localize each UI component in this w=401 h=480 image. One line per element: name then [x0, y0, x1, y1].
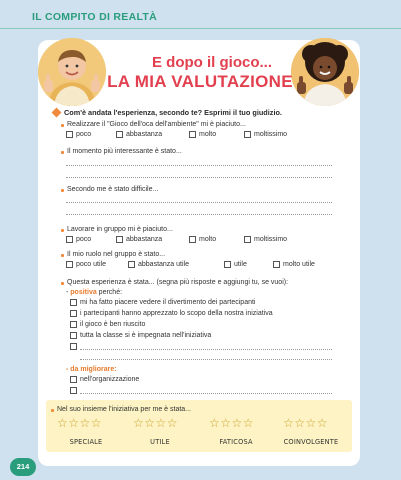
q6-positive-checkbox-3[interactable]: [70, 321, 77, 328]
q5-checkbox-molto-utile[interactable]: [273, 261, 280, 268]
q6-positive-heading: - positiva perché:: [66, 289, 123, 296]
q6-positive-checkbox-4[interactable]: [70, 332, 77, 339]
q6-positive-label-1: mi ha fatto piacere vedere il divertimento dei partecipanti: [80, 299, 256, 306]
stars-rating-faticosa[interactable]: ☆☆☆☆: [209, 416, 255, 430]
q3-answer-line[interactable]: [66, 202, 332, 203]
rating-label-utile: UTILE: [150, 438, 170, 446]
q5-label-poco-utile: poco utile: [76, 261, 106, 268]
bullet-icon: [61, 282, 64, 285]
stars-rating-speciale[interactable]: ☆☆☆☆: [57, 416, 103, 430]
title-line-1: E dopo il gioco...: [152, 54, 272, 71]
q5-label-utile: utile: [234, 261, 247, 268]
q5-checkbox-abbastanza-utile[interactable]: [128, 261, 135, 268]
boy-thumbs-up-avatar: [38, 38, 106, 106]
q4-label-moltissimo: moltissimo: [254, 236, 288, 243]
q4-checkbox-molto[interactable]: [189, 236, 196, 243]
q4-text: Lavorare in gruppo mi è piaciuto...: [67, 226, 173, 233]
stars-rating-utile[interactable]: ☆☆☆☆: [133, 416, 179, 430]
q5-checkbox-poco-utile[interactable]: [66, 261, 73, 268]
q1-label-poco: poco: [76, 131, 92, 138]
bullet-icon: [61, 189, 64, 192]
bullet-icon: [61, 229, 64, 232]
q2-text: Il momento più interessante è stato...: [67, 148, 182, 155]
q1-checkbox-abbastanza[interactable]: [116, 131, 123, 138]
q6-positive-checkbox-2[interactable]: [70, 310, 77, 317]
rating-label-faticosa: FATICOSA: [219, 438, 253, 446]
q6-positive-custom-line[interactable]: [80, 359, 332, 360]
q5-label-abbastanza-utile: abbastanza utile: [138, 261, 189, 268]
q6-positive-custom-line[interactable]: [80, 349, 332, 350]
q6-positive-label-2: i partecipanti hanno apprezzato lo scopo della nostra iniziativa: [80, 310, 273, 317]
q1-label-molto: molto: [199, 131, 217, 138]
q1-checkbox-molto[interactable]: [189, 131, 196, 138]
q1-label-abbastanza: abbastanza: [126, 131, 163, 138]
q1-checkbox-poco[interactable]: [66, 131, 73, 138]
q5-checkbox-utile[interactable]: [224, 261, 231, 268]
q4-checkbox-moltissimo[interactable]: [244, 236, 251, 243]
q2-answer-line[interactable]: [66, 165, 332, 166]
stars-rating-coinvolgente[interactable]: ☆☆☆☆: [283, 416, 329, 430]
q2-answer-line[interactable]: [66, 177, 332, 178]
page-number: 214: [10, 458, 36, 476]
intro-question: Com'è andata l'esperienza, secondo te? Esprimi il tuo giudizio.: [64, 108, 282, 117]
bullet-icon: [61, 151, 64, 154]
q6-improve-custom-line[interactable]: [80, 393, 332, 394]
q5-text: Il mio ruolo nel gruppo è stato...: [67, 251, 166, 258]
q5-label-molto-utile: molto utile: [283, 261, 315, 268]
q1-checkbox-moltissimo[interactable]: [244, 131, 251, 138]
q6-improve-label-1: nell'organizzazione: [80, 376, 140, 383]
q4-label-poco: poco: [76, 236, 92, 243]
bullet-icon: [61, 254, 64, 257]
q6-improve-checkbox-1[interactable]: [70, 376, 77, 383]
q6-positive-label-3: il gioco è ben riuscito: [80, 321, 146, 328]
q4-label-molto: molto: [199, 236, 217, 243]
q1-text: Realizzare il "Gioco dell'oca dell'ambiente" mi è piaciuto...: [67, 121, 246, 128]
bullet-icon: [51, 409, 54, 412]
q3-text: Secondo me è stato difficile...: [67, 186, 159, 193]
q6-improve-checkbox-custom[interactable]: [70, 387, 77, 394]
q6-improve-heading: - da migliorare:: [66, 366, 117, 373]
section-title: IL COMPITO DI REALTÀ: [32, 11, 158, 23]
header-rule: [0, 28, 401, 29]
q4-checkbox-abbastanza[interactable]: [116, 236, 123, 243]
girl-thumbs-up-avatar: [291, 38, 359, 106]
q6-positive-checkbox-1[interactable]: [70, 299, 77, 306]
q1-label-moltissimo: moltissimo: [254, 131, 288, 138]
final-question: Nel suo insieme l'iniziativa per me è stata...: [57, 406, 192, 413]
bullet-icon: [61, 124, 64, 127]
q6-positive-label-4: tutta la classe si è impegnata nell'iniziativa: [80, 332, 212, 339]
title-line-2: LA MIA VALUTAZIONE: [107, 72, 293, 91]
q3-answer-line[interactable]: [66, 214, 332, 215]
q4-label-abbastanza: abbastanza: [126, 236, 163, 243]
q4-checkbox-poco[interactable]: [66, 236, 73, 243]
q6-text: Questa esperienza è stata... (segna più risposte e aggiungi tu, se vuoi):: [67, 279, 289, 286]
q6-positive-checkbox-custom[interactable]: [70, 343, 77, 350]
rating-label-coinvolgente: COINVOLGENTE: [283, 438, 339, 446]
rating-label-speciale: SPECIALE: [69, 438, 103, 446]
